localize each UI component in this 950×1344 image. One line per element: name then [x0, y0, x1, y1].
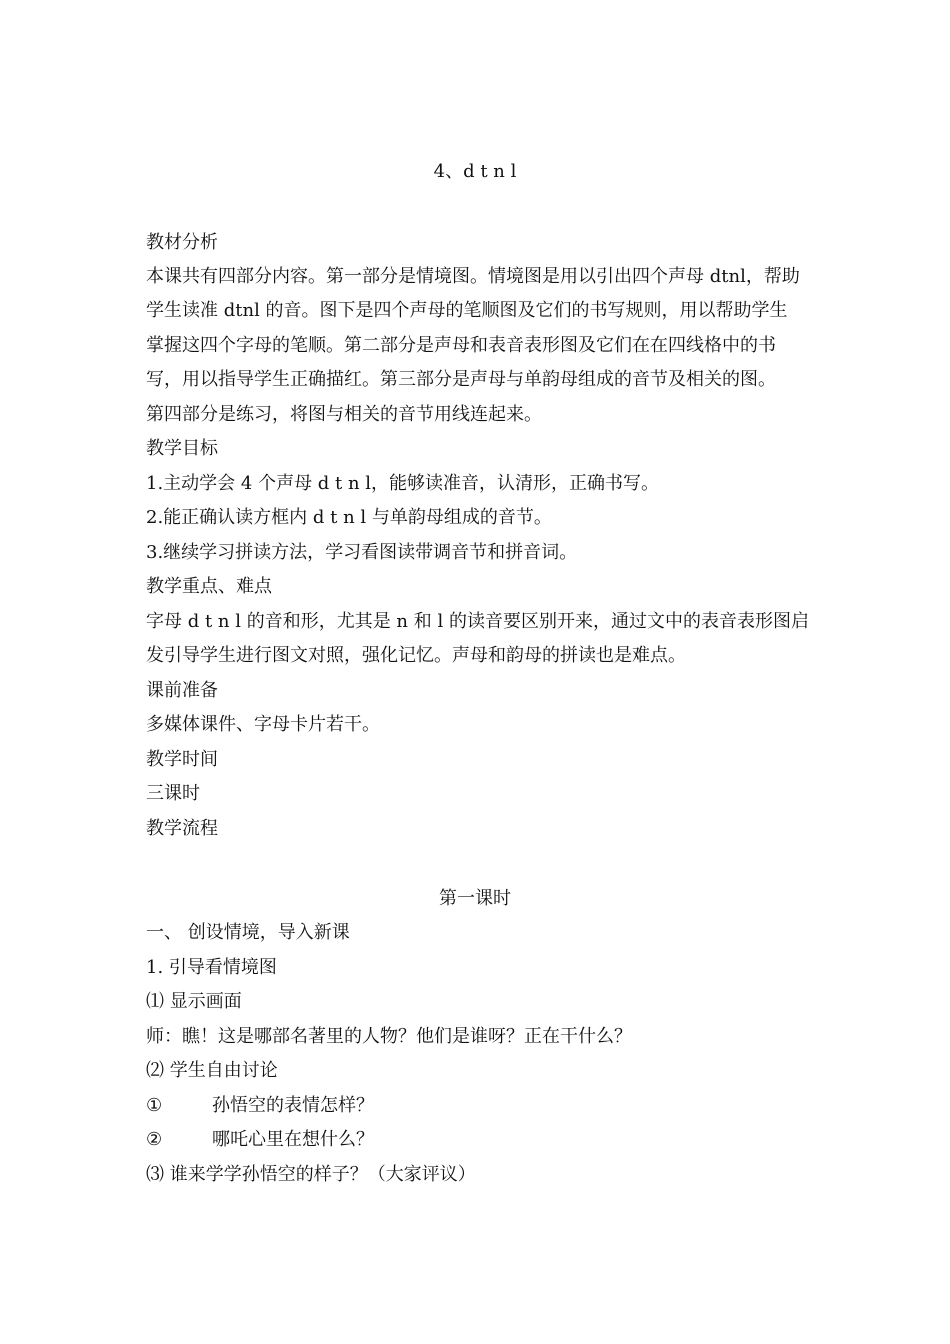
process-heading: 教学流程 — [146, 818, 218, 839]
lesson1-sub-2: ⑵ 学生自由讨论 — [146, 1060, 278, 1081]
document-title: 4、d t n l — [433, 161, 517, 182]
goals-heading: 教学目标 — [146, 438, 218, 459]
key-points-line-2: 发引导学生进行图文对照，强化记忆。声母和韵母的拼读也是难点。 — [146, 645, 686, 666]
question-1-marker: ① — [146, 1095, 163, 1116]
analysis-heading: 教材分析 — [146, 232, 218, 253]
analysis-line-5: 第四部分是练习，将图与相关的音节用线连起来。 — [146, 404, 542, 425]
question-2-marker: ② — [146, 1129, 163, 1150]
lesson1-section-1: 一、 创设情境，导入新课 — [146, 922, 350, 943]
analysis-line-3: 掌握这四个字母的笔顺。第二部分是声母和表音表形图及它们在在四线格中的书 — [146, 335, 776, 356]
lesson1-question-2 — [146, 1127, 810, 1153]
goal-item-1: 1.主动学会 4 个声母 d t n l，能够读准音，认清形，正确书写。 — [146, 473, 660, 494]
time-text: 三课时 — [146, 783, 200, 804]
time-heading: 教学时间 — [146, 749, 218, 770]
lesson1-sub-1: ⑴ 显示画面 — [146, 991, 242, 1012]
lesson1-question-1 — [146, 1093, 810, 1119]
goal-item-2: 2.能正确认读方框内 d t n l 与单韵母组成的音节。 — [146, 507, 552, 528]
question-2-text: 哪吒心里在想什么？ — [212, 1129, 374, 1150]
goal-item-3: 3.继续学习拼读方法，学习看图读带调音节和拼音词。 — [146, 542, 578, 563]
lesson1-title: 第一课时 — [439, 888, 511, 909]
analysis-line-4: 写，用以指导学生正确描红。第三部分是声母与单韵母组成的音节及相关的图。 — [146, 369, 776, 390]
preparation-heading: 课前准备 — [146, 680, 218, 701]
key-points-line-1: 字母 d t n l 的音和形，尤其是 n 和 l 的读音要区别开来，通过文中的表音表形图启 — [146, 611, 809, 632]
analysis-line-1: 本课共有四部分内容。第一部分是情境图。情境图是用以引出四个声母 dtnl，帮助 — [146, 266, 800, 287]
lesson1-teacher-line: 师：瞧！这是哪部名著里的人物？他们是谁呀？正在干什么？ — [146, 1026, 632, 1047]
preparation-text: 多媒体课件、字母卡片若干。 — [146, 714, 380, 735]
lesson1-step-1: 1. 引导看情境图 — [146, 957, 277, 978]
lesson1-sub-3: ⑶ 谁来学学孙悟空的样子？（大家评议） — [146, 1164, 476, 1185]
analysis-line-2: 学生读准 dtnl 的音。图下是四个声母的笔顺图及它们的书写规则，用以帮助学生 — [146, 300, 788, 321]
key-points-heading: 教学重点、难点 — [146, 576, 272, 597]
question-1-text: 孙悟空的表情怎样？ — [212, 1095, 374, 1116]
